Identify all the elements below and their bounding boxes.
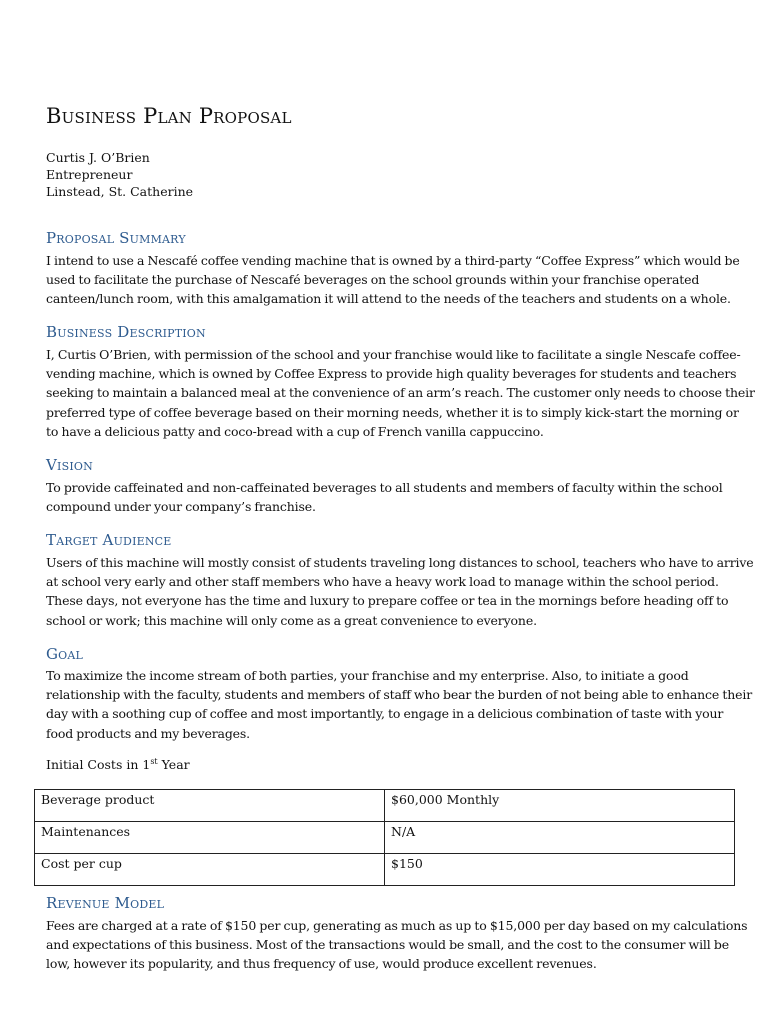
initial-costs-table [34,789,735,886]
author-role: Entrepreneur [46,167,133,182]
text-line: Users of this machine will mostly consist of students traveling long distances to school, teachers who have to arrive [46,555,754,570]
cost-item: Maintenances [35,822,385,854]
text-line: and expectations of this business. Most of the transactions would be small, and the cost to the consumer will be [46,937,729,953]
text-line: used to facilitate the purchase of Nescafé beverages on the school grounds within your franchise operated [46,272,700,288]
paragraph-proposal-summary [46,251,740,309]
paragraph-goal [46,666,753,743]
paragraph-target-audience [46,553,754,630]
text-line: at school very early and other staff members who have a heavy work load to manage within the school period. [46,574,719,590]
heading-business-description: Business Description [46,323,206,341]
heading-revenue-model: Revenue Model [46,894,165,912]
table-row [35,790,735,822]
text-line: To maximize the income stream of both parties, your franchise and my enterprise. Also, to initiate a good [46,668,689,683]
text-line: To provide caffeinated and non-caffeinated beverages to all students and members of faculty within the school [46,480,723,495]
author-location: Linstead, St. Catherine [46,184,194,199]
initial-costs-label [46,757,190,772]
heading-vision: Vision [46,456,93,474]
cost-item: Cost per cup [35,854,385,886]
text-line: food products and my beverages. [46,725,251,741]
paragraph-vision [46,478,736,516]
author-name: Curtis J. O’Brien [46,150,150,165]
text-line: vending machine, which is owned by Coffee Express to provide high quality beverages for students and teachers [46,366,737,382]
costs-label-sup: st [150,757,158,766]
text-line: seeking to maintain a balanced meal at the convenience of an arm’s reach. The customer only needs to choose their [46,385,755,401]
heading-proposal-summary: Proposal Summary [46,229,186,247]
text-line: low, however its popularity, and thus frequency of use, would produce excellent revenues. [46,956,597,972]
text-line: Fees are charged at a rate of $150 per cup, generating as much as up to $15,000 per day based on my calculations [46,918,748,933]
cost-value: N/A [385,822,735,854]
table-row [35,822,735,854]
author-block [46,149,193,200]
heading-target-audience: Target Audience [46,531,172,549]
text-line: school or work; this machine will only come as a great convenience to everyone. [46,612,537,628]
heading-goal: Goal [46,645,84,663]
paragraph-revenue-model [46,916,748,974]
text-line: relationship with the faculty, students and members of staff who bear the burden of not being able to enhance their [46,687,753,703]
text-line: I intend to use a Nescafé coffee vending machine that is owned by a third-party “Coffee Express” which would be [46,253,740,268]
text-line: to have a delicious patty and coco-bread with a cup of French vanilla cappuccino. [46,423,544,439]
page-title: Business Plan Proposal [46,104,292,128]
text-line: These days, not everyone has the time and luxury to prepare coffee or tea in the mornings before heading off to [46,593,729,609]
text-line: canteen/lunch room, with this amalgamation it will attend to the needs of the teachers and students on a whole. [46,291,731,307]
cost-value: $150 [385,854,735,886]
costs-label-prefix: Initial Costs in 1 [46,757,151,773]
text-line: preferred type of coffee beverage based on their morning needs, whether it is to simply kick-start the morning or [46,404,739,420]
text-line: day with a soothing cup of coffee and most importantly, to engage in a delicious combination of taste with your [46,706,724,722]
costs-label-suffix: Year [157,757,190,773]
cost-value: $60,000 Monthly [385,790,735,822]
text-line: compound under your company’s franchise. [46,499,316,515]
table-row [35,854,735,886]
paragraph-business-description [46,345,755,441]
cost-item: Beverage product [35,790,385,822]
text-line: I, Curtis O’Brien, with permission of the school and your franchise would like to facilitate a single Nescafe coffee- [46,347,741,362]
